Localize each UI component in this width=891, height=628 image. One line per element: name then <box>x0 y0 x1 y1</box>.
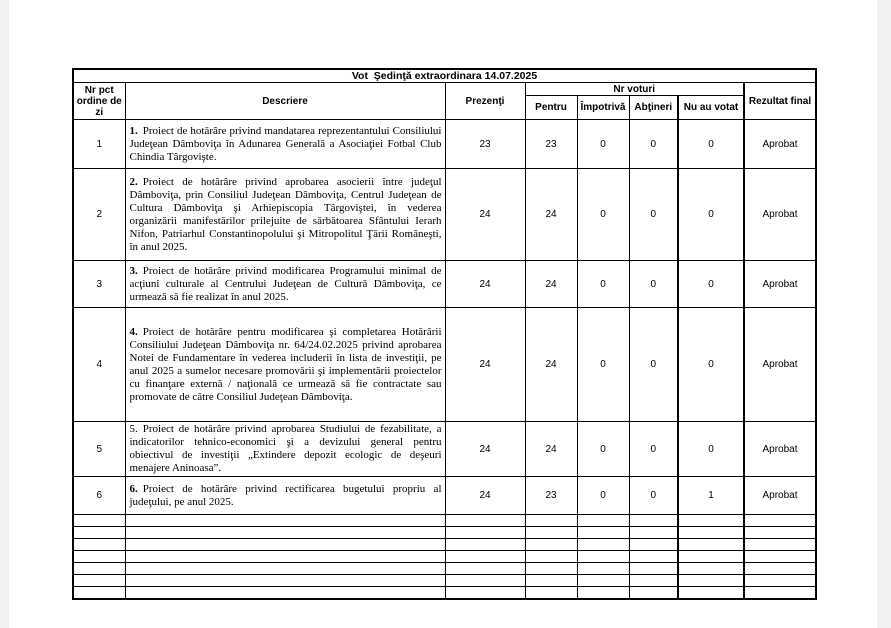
empty-cell <box>678 539 744 551</box>
row-impotriva-cell: 0 <box>577 422 629 477</box>
empty-cell <box>73 539 125 551</box>
empty-cell <box>577 587 629 599</box>
empty-cell <box>525 551 577 563</box>
vote-row <box>73 422 816 477</box>
empty-cell <box>744 587 816 599</box>
empty-cell <box>744 527 816 539</box>
row-item-number: 2. <box>129 175 138 188</box>
row-impotriva-cell: 0 <box>577 477 629 515</box>
row-nr-cell: 1 <box>73 120 125 169</box>
row-pentru-cell: 23 <box>525 120 577 169</box>
row-descriere-cell <box>125 422 445 477</box>
empty-cell <box>125 551 445 563</box>
row-descriere-cell <box>125 308 445 422</box>
empty-cell <box>125 575 445 587</box>
row-abtineri-cell: 0 <box>629 477 678 515</box>
empty-cell <box>73 563 125 575</box>
row-descriere-text: Proiect de hotărâre privind aprobarea asocierii între judeţul Dâmboviţa, prin Consiliul Judeţean Dâmboviţa, Centrul Judeţean de Cultura Dâmboviţa şi Arhiepiscopia Târgoviştei, în vederea organizării manifestărilor prilejuite de sărbătoarea Sfântului Ierarh Nifon, Patriarhul Constantinopolului şi Mitropolitul Ţării Româneşti, în anul 2025. <box>129 175 442 253</box>
col-header-pentru: Pentru <box>525 96 577 120</box>
row-nr-cell: 3 <box>73 261 125 308</box>
row-descriere-cell <box>125 477 445 515</box>
empty-cell <box>73 515 125 527</box>
empty-cell <box>125 539 445 551</box>
empty-cell <box>678 575 744 587</box>
row-descriere-text: Proiect de hotărâre privind aprobarea Studiului de fezabilitate, a indicatorilor tehnico-economici şi a devizului general pentru obiectivul de investiţii „Extindere depozit ecologic de deşeuri menajere Aninoasa”. <box>129 423 442 474</box>
empty-cell <box>678 587 744 599</box>
row-item-number: 3. <box>129 264 138 277</box>
viewer-gutter-right <box>877 0 891 628</box>
col-header-prezenti: Prezenţi <box>445 83 525 120</box>
empty-cell <box>445 515 525 527</box>
row-abtineri-cell: 0 <box>629 422 678 477</box>
row-abtineri-cell: 0 <box>629 120 678 169</box>
vote-results-table <box>72 68 817 600</box>
empty-cell <box>525 563 577 575</box>
vote-rows <box>73 120 816 515</box>
empty-cell <box>744 515 816 527</box>
row-prezenti-cell: 24 <box>445 261 525 308</box>
vote-row <box>73 261 816 308</box>
row-nu-au-votat-cell: 0 <box>678 422 744 477</box>
row-item-number: 4. <box>129 325 138 338</box>
table-header <box>73 69 816 120</box>
col-header-nr-voturi: Nr voturi <box>525 83 744 96</box>
row-rezultat-cell: Aprobat <box>744 308 816 422</box>
empty-row <box>73 587 816 599</box>
empty-cell <box>125 527 445 539</box>
empty-cell <box>629 575 678 587</box>
col-header-nu-au-votat: Nu au votat <box>678 96 744 120</box>
empty-row <box>73 575 816 587</box>
row-abtineri-cell: 0 <box>629 308 678 422</box>
empty-cell <box>577 563 629 575</box>
empty-cell <box>125 587 445 599</box>
empty-cell <box>577 527 629 539</box>
empty-cell <box>525 539 577 551</box>
empty-cell <box>73 551 125 563</box>
row-nu-au-votat-cell: 0 <box>678 169 744 261</box>
empty-cell <box>73 587 125 599</box>
empty-row <box>73 563 816 575</box>
row-rezultat-cell: Aprobat <box>744 169 816 261</box>
row-descriere-text: Proiect de hotărâre privind rectificarea bugetului propriu al judeţului, pe anul 2025. <box>129 482 442 508</box>
row-rezultat-cell: Aprobat <box>744 477 816 515</box>
row-rezultat-cell: Aprobat <box>744 120 816 169</box>
empty-cell <box>678 527 744 539</box>
row-prezenti-cell: 24 <box>445 169 525 261</box>
row-pentru-cell: 24 <box>525 422 577 477</box>
row-prezenti-cell: 24 <box>445 308 525 422</box>
row-nr-cell: 5 <box>73 422 125 477</box>
col-header-rezultat-final: Rezultat final <box>744 83 816 120</box>
row-pentru-cell: 24 <box>525 169 577 261</box>
empty-cell <box>525 515 577 527</box>
empty-cell <box>445 527 525 539</box>
col-header-abtineri: Abţineri <box>629 96 678 120</box>
empty-cell <box>577 539 629 551</box>
row-impotriva-cell: 0 <box>577 120 629 169</box>
empty-rows <box>73 515 816 599</box>
row-impotriva-cell: 0 <box>577 261 629 308</box>
row-prezenti-cell: 23 <box>445 120 525 169</box>
row-nu-au-votat-cell: 0 <box>678 308 744 422</box>
empty-cell <box>744 575 816 587</box>
document-page <box>9 0 877 628</box>
empty-cell <box>577 575 629 587</box>
empty-cell <box>577 551 629 563</box>
row-nu-au-votat-cell: 1 <box>678 477 744 515</box>
row-impotriva-cell: 0 <box>577 308 629 422</box>
empty-cell <box>629 515 678 527</box>
empty-cell <box>577 515 629 527</box>
empty-cell <box>525 527 577 539</box>
empty-cell <box>525 587 577 599</box>
row-abtineri-cell: 0 <box>629 261 678 308</box>
empty-cell <box>73 575 125 587</box>
vote-row <box>73 308 816 422</box>
row-pentru-cell: 24 <box>525 308 577 422</box>
col-header-descriere: Descriere <box>125 83 445 120</box>
row-nr-cell: 2 <box>73 169 125 261</box>
col-header-nr-pct: Nr pct ordine de zi <box>73 83 125 120</box>
empty-cell <box>678 515 744 527</box>
empty-cell <box>445 575 525 587</box>
empty-cell <box>629 563 678 575</box>
vote-row <box>73 169 816 261</box>
row-descriere-cell <box>125 120 445 169</box>
viewer-gutter-left <box>0 0 9 628</box>
row-rezultat-cell: Aprobat <box>744 261 816 308</box>
empty-row <box>73 527 816 539</box>
empty-cell <box>73 527 125 539</box>
empty-cell <box>445 539 525 551</box>
row-item-number: 6. <box>129 482 138 495</box>
row-descriere-text: Proiect de hotărâre pentru modificarea şi completarea Hotărârii Consiliului Judeţean Dâmboviţa nr. 64/24.02.2025 privind aprobarea Notei de Fundamentare în vederea includerii în lista de investiţii, pe anul 2025 a sumelor necesare promovării şi implementării proiectelor cu finanţare externă / naţională ce urmează să fie contractate sau promovate de către Consiliul Judeţean Dâmboviţa. <box>129 325 442 403</box>
empty-cell <box>125 515 445 527</box>
empty-cell <box>678 563 744 575</box>
table-title-row <box>73 69 816 83</box>
empty-row <box>73 539 816 551</box>
row-pentru-cell: 23 <box>525 477 577 515</box>
empty-cell <box>445 587 525 599</box>
row-descriere-text: Proiect de hotărâre privind mandatarea reprezentantului Consiliului Judeţean Dâmboviţa în Adunarea Generală a Asociaţiei Fotbal Club Chindia Târgovişte. <box>129 124 442 163</box>
empty-cell <box>525 575 577 587</box>
empty-cell <box>744 539 816 551</box>
empty-cell <box>629 539 678 551</box>
empty-cell <box>629 587 678 599</box>
empty-cell <box>744 551 816 563</box>
row-rezultat-cell: Aprobat <box>744 422 816 477</box>
row-descriere-text: Proiect de hotărâre privind modificarea Programului minimal de acţiuni culturale al Centrului Judeţean de Cultură Dâmboviţa, ce urmează să fie realizat în anul 2025. <box>129 264 442 303</box>
empty-cell <box>445 551 525 563</box>
row-nr-cell: 4 <box>73 308 125 422</box>
col-header-impotriva: Împotrivă <box>577 96 629 120</box>
empty-cell <box>629 527 678 539</box>
row-nu-au-votat-cell: 0 <box>678 261 744 308</box>
row-prezenti-cell: 24 <box>445 422 525 477</box>
row-item-number: 5. <box>129 423 138 435</box>
row-item-number: 1. <box>129 124 138 137</box>
row-descriere-cell <box>125 261 445 308</box>
row-prezenti-cell: 24 <box>445 477 525 515</box>
empty-cell <box>629 551 678 563</box>
empty-cell <box>125 563 445 575</box>
empty-row <box>73 515 816 527</box>
header-row-top <box>73 83 816 96</box>
vote-row <box>73 477 816 515</box>
row-impotriva-cell: 0 <box>577 169 629 261</box>
vote-row <box>73 120 816 169</box>
row-pentru-cell: 24 <box>525 261 577 308</box>
empty-cell <box>678 551 744 563</box>
empty-cell <box>744 563 816 575</box>
row-descriere-cell <box>125 169 445 261</box>
table-title: Vot Şedinţă extraordinara 14.07.2025 <box>73 69 816 83</box>
row-nu-au-votat-cell: 0 <box>678 120 744 169</box>
empty-row <box>73 551 816 563</box>
row-nr-cell: 6 <box>73 477 125 515</box>
row-abtineri-cell: 0 <box>629 169 678 261</box>
empty-cell <box>445 563 525 575</box>
